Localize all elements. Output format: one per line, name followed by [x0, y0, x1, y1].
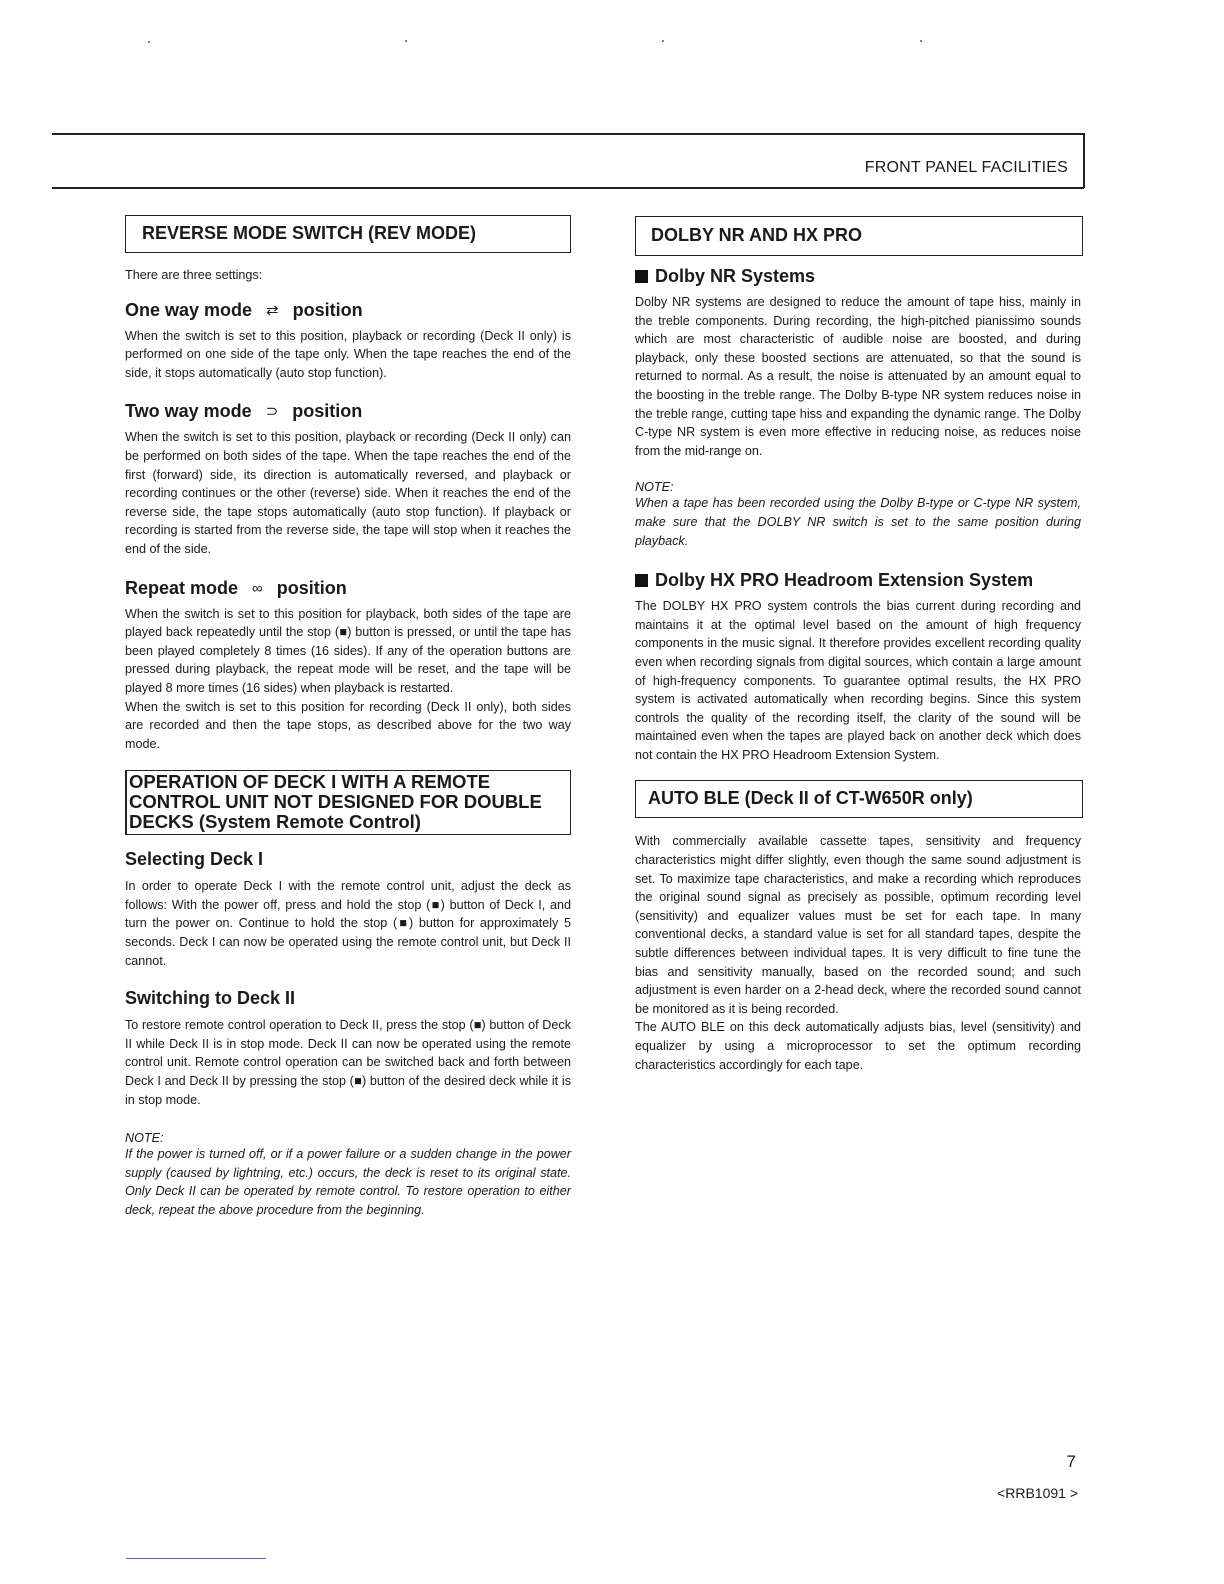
one-way-icon: ⇄ — [266, 301, 279, 319]
switching-deck-body: To restore remote control operation to Deck II, press the stop (■) button of Deck II while Deck II is in stop mode. Deck II can now be operated using the remote control unit. Remote control operation can be switched back and forth between Deck I and Deck II by pressing the stop (■) button of the desired deck while it is in stop mode. — [125, 1018, 571, 1107]
dolby-note: When a tape has been recorded using the Dolby B-type or C-type NR system, make sure that the DOLBY NR switch is set to the same position during playback. — [635, 496, 1081, 548]
header-bottom-rule — [52, 187, 1084, 189]
rev-mode-title: REVERSE MODE SWITCH (REV MODE) — [142, 223, 477, 243]
header-top-rule — [52, 133, 1084, 135]
scan-speck — [148, 41, 150, 43]
scan-speck — [405, 40, 407, 42]
two-way-body: When the switch is set to this position, playback or recording (Deck II only) can be performed on both sides of the tape. When the tape reaches the end of the first (forward) side, its direction is automatically reversed, and playback or recording continues or the other (reverse) side. When it reaches the end of the reverse side, the tape stops automatically (auto stop function). If playback or recording is started from the reverse side, the tape will stop when it reaches the end of the side. — [125, 430, 571, 556]
document-code: <RRB1091 > — [997, 1485, 1078, 1501]
two-way-heading-position: position — [292, 401, 363, 422]
rev-mode-intro: There are three settings: — [125, 268, 263, 282]
dolby-title-box — [635, 216, 1083, 256]
two-way-icon: ⊃ — [265, 403, 279, 421]
scan-speck — [662, 40, 664, 42]
remote-note: If the power is turned off, or if a power failure or a sudden change in the power supply (caused by lightning, etc.) occurs, the deck is reset to its original state. Only Deck II can be operated by remote control. To restore operation to either deck, repeat the above procedure from the beginning. — [125, 1147, 571, 1217]
one-way-heading — [125, 300, 571, 321]
two-way-heading — [125, 401, 571, 422]
page-number: 7 — [1066, 1452, 1076, 1471]
ble-body-1: With commercially available cassette tapes, sensitivity and frequency characteristics might differ slightly, even though the same sound adjustment is set. To maximize tape characteristics, and make a recording which reproduces the original sound signal as precisely as possible, optimum recording level (sensitivity) and equalizer values must be set for each tape. In many conventional decks, a standard value is set for all standard tapes, despite the subtle differences between individual tapes. It is very difficult to fine tune the bias and sensitivity manually, based on the recorded sound; and such adjustment is even harder on a 2-head deck, where the recorded sound cannot be monitored as it is being recorded. — [635, 834, 1081, 1016]
dolby-hx-body: The DOLBY HX PRO system controls the bias current during recording and maintains it at the optimal level based on the amount of high frequency components in the music signal. It therefore provides excellent recording quality even when recording signals from digital sources, which contain a large amount of high-frequency components. To guarantee optimal results, the HX PRO system is activated automatically when recording begins. Since this system controls the quality of the recording itself, the clarity of the sound will be maintained even when the tapes are played back on another deck which does not contain the HX PRO Headroom Extension System. — [635, 599, 1081, 762]
dolby-title: DOLBY NR AND HX PRO — [651, 225, 863, 245]
footer-underline — [126, 1558, 266, 1559]
page-header-title: FRONT PANEL FACILITIES — [864, 159, 1068, 176]
remote-title-box — [125, 770, 571, 835]
repeat-heading — [125, 578, 571, 599]
one-way-body: When the switch is set to this position, playback or recording (Deck II only) is performed on one side of the tape only. When the tape reaches the end of the side, it stops automatically (auto stop function). — [125, 328, 571, 380]
repeat-heading-text: Repeat mode — [125, 577, 239, 598]
ble-title: AUTO BLE (Deck II of CT-W650R only) — [648, 788, 973, 809]
dolby-nr-heading: Dolby NR Systems — [635, 266, 1081, 287]
ble-title-box — [635, 780, 1083, 818]
dolby-hx-heading: Dolby HX PRO Headroom Extension System — [635, 570, 1081, 591]
ble-body-2: The AUTO BLE on this deck automatically adjusts bias, level (sensitivity) and equalizer by using a microprocessor to set the optimum recording characteristics accordingly for each tape. — [635, 1020, 1081, 1072]
left-column — [125, 215, 571, 1220]
one-way-heading-position: position — [292, 299, 363, 320]
header-right-rule — [1083, 133, 1085, 188]
rev-mode-title-box — [125, 215, 571, 253]
selecting-deck-heading: Selecting Deck I — [125, 849, 264, 870]
dolby-note-label: NOTE: — [635, 480, 674, 495]
switching-deck-heading: Switching to Deck II — [125, 988, 296, 1009]
repeat-heading-position: position — [276, 577, 347, 598]
scan-speck — [920, 40, 922, 42]
right-column — [635, 216, 1081, 1074]
selecting-deck-body: In order to operate Deck I with the remote control unit, adjust the deck as follows: With the power off, press and hold the stop (■) button of Deck I, and turn the power on. Continue to hold the stop (■) button for approximately 5 seconds. Deck I can now be operated using the remote control unit, but Deck II cannot. — [125, 879, 571, 968]
repeat-icon: ∞ — [252, 579, 263, 597]
repeat-body-1: When the switch is set to this position for playback, both sides of the tape are played back repeatedly until the stop (■) button is pressed, or until the tape has been played completely 8 times (16 sides). If any of the operation buttons are pressed during playback, the repeat mode will be reset, and the tape will be played 8 more times (16 sides) when playback is restarted. — [125, 606, 571, 695]
two-way-heading-text: Two way mode — [125, 401, 252, 422]
one-way-heading-text: One way mode — [125, 299, 253, 320]
remote-title: OPERATION OF DECK I WITH A REMOTE CONTROL UNIT NOT DESIGNED FOR DOUBLE DECKS (System Remote Control) — [129, 771, 542, 833]
dolby-nr-body: Dolby NR systems are designed to reduce the amount of tape hiss, mainly in the treble components. During recording, the high-pitched pianissimo sounds which are most characteristic of audible noise are boosted, and during playback, only these boosted sections are attenuated, so that the sound is returned to normal. As a result, the noise is attenuated by an amount equal to the boosting in the treble range. The Dolby B-type NR system reduces noise in the treble range, cutting tape hiss and expanding the dynamic range. The Dolby C-type NR system is even more effective in reducing noise, as reduces noise from the mid-range on. — [635, 295, 1081, 458]
repeat-body-2: When the switch is set to this position for recording (Deck II only), both sides are recorded and then the tape stops, as described above for the two way mode. — [125, 699, 571, 751]
remote-note-label: NOTE: — [125, 1131, 164, 1146]
